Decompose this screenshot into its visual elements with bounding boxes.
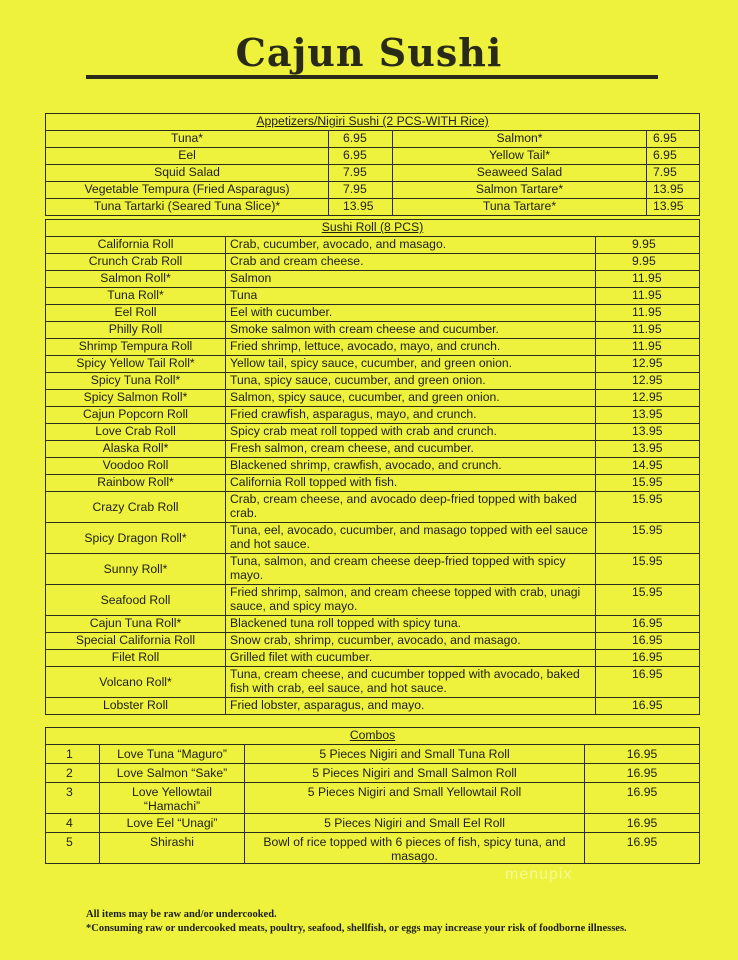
roll-description: Fresh salmon, cream cheese, and cucumber. <box>226 441 596 458</box>
sushi-roll-row <box>46 523 700 554</box>
sushi-roll-row <box>46 305 700 322</box>
roll-price: 13.95 <box>596 441 700 458</box>
roll-description: Salmon, spicy sauce, cucumber, and green onion. <box>226 390 596 407</box>
sushi-roll-row <box>46 458 700 475</box>
roll-price: 15.95 <box>596 492 700 523</box>
roll-price: 11.95 <box>596 305 700 322</box>
roll-description: Smoke salmon with cream cheese and cucumber. <box>226 322 596 339</box>
appetizer-row <box>46 148 700 165</box>
sushi-roll-row <box>46 339 700 356</box>
roll-price: 15.95 <box>596 554 700 585</box>
roll-name: Crazy Crab Roll <box>46 492 226 523</box>
menu-title: Cajun Sushi <box>235 30 503 75</box>
appetizers-header: Appetizers/Nigiri Sushi (2 PCS-WITH Rice) <box>46 114 700 131</box>
roll-price: 9.95 <box>596 237 700 254</box>
item-name: Tuna Tartare* <box>393 199 647 216</box>
combo-row <box>46 783 700 814</box>
combo-row <box>46 814 700 833</box>
combo-row <box>46 833 700 864</box>
sushi-roll-row <box>46 254 700 271</box>
roll-name: Volcano Roll* <box>46 667 226 698</box>
roll-name: Shrimp Tempura Roll <box>46 339 226 356</box>
roll-name: Spicy Salmon Roll* <box>46 390 226 407</box>
combo-name: Love Yellowtail “Hamachi” <box>100 783 245 814</box>
roll-price: 13.95 <box>596 424 700 441</box>
combo-row <box>46 745 700 764</box>
combo-number: 3 <box>46 783 100 814</box>
sushi-roll-row <box>46 475 700 492</box>
roll-name: Cajun Popcorn Roll <box>46 407 226 424</box>
sushi-roll-row <box>46 554 700 585</box>
combos-header: Combos <box>46 728 700 745</box>
item-price: 6.95 <box>647 148 700 165</box>
combos-table <box>45 727 700 864</box>
roll-name: Special California Roll <box>46 633 226 650</box>
item-price: 7.95 <box>647 165 700 182</box>
sushi-roll-row <box>46 492 700 523</box>
item-name: Salmon Tartare* <box>393 182 647 199</box>
roll-name: California Roll <box>46 237 226 254</box>
roll-name: Spicy Tuna Roll* <box>46 373 226 390</box>
roll-description: Crab and cream cheese. <box>226 254 596 271</box>
roll-price: 16.95 <box>596 650 700 667</box>
roll-description: Fried shrimp, salmon, and cream cheese topped with crab, unagi sauce, and spicy mayo. <box>226 585 596 616</box>
roll-description: Yellow tail, spicy sauce, cucumber, and green onion. <box>226 356 596 373</box>
watermark: menupix <box>505 866 573 883</box>
item-name: Seaweed Salad <box>393 165 647 182</box>
sushi-roll-row <box>46 667 700 698</box>
roll-price: 15.95 <box>596 475 700 492</box>
combo-description: 5 Pieces Nigiri and Small Tuna Roll <box>245 745 585 764</box>
roll-name: Voodoo Roll <box>46 458 226 475</box>
sushi-roll-header: Sushi Roll (8 PCS) <box>46 220 700 237</box>
sushi-roll-row <box>46 356 700 373</box>
item-name: Tuna* <box>46 131 329 148</box>
roll-price: 13.95 <box>596 407 700 424</box>
title-underline <box>86 75 658 79</box>
roll-price: 16.95 <box>596 616 700 633</box>
combo-number: 1 <box>46 745 100 764</box>
roll-description: Tuna, salmon, and cream cheese deep-fried topped with spicy mayo. <box>226 554 596 585</box>
roll-price: 11.95 <box>596 271 700 288</box>
item-price: 6.95 <box>647 131 700 148</box>
roll-price: 16.95 <box>596 698 700 715</box>
sushi-roll-row <box>46 585 700 616</box>
roll-description: Blackened shrimp, crawfish, avocado, and crunch. <box>226 458 596 475</box>
appetizer-row <box>46 131 700 148</box>
item-price: 7.95 <box>329 182 393 199</box>
combo-number: 4 <box>46 814 100 833</box>
roll-description: Tuna, spicy sauce, cucumber, and green onion. <box>226 373 596 390</box>
combo-number: 2 <box>46 764 100 783</box>
combo-name: Love Salmon “Sake” <box>100 764 245 783</box>
roll-name: Eel Roll <box>46 305 226 322</box>
roll-name: Love Crab Roll <box>46 424 226 441</box>
roll-description: Blackened tuna roll topped with spicy tuna. <box>226 616 596 633</box>
combo-price: 16.95 <box>585 814 700 833</box>
roll-price: 16.95 <box>596 667 700 698</box>
item-name: Vegetable Tempura (Fried Asparagus) <box>46 182 329 199</box>
roll-price: 15.95 <box>596 523 700 554</box>
roll-name: Spicy Yellow Tail Roll* <box>46 356 226 373</box>
combo-name: Love Tuna “Maguro” <box>100 745 245 764</box>
roll-description: Spicy crab meat roll topped with crab and crunch. <box>226 424 596 441</box>
item-name: Tuna Tartarki (Seared Tuna Slice)* <box>46 199 329 216</box>
roll-description: Fried lobster, asparagus, and mayo. <box>226 698 596 715</box>
appetizers-table <box>45 113 700 216</box>
item-name: Eel <box>46 148 329 165</box>
roll-name: Seafood Roll <box>46 585 226 616</box>
sushi-roll-row <box>46 441 700 458</box>
roll-name: Crunch Crab Roll <box>46 254 226 271</box>
roll-name: Rainbow Roll* <box>46 475 226 492</box>
roll-description: Grilled filet with cucumber. <box>226 650 596 667</box>
sushi-roll-row <box>46 407 700 424</box>
sushi-roll-row <box>46 373 700 390</box>
combo-description: 5 Pieces Nigiri and Small Yellowtail Roll <box>245 783 585 814</box>
sushi-roll-row <box>46 650 700 667</box>
roll-price: 16.95 <box>596 633 700 650</box>
sushi-roll-row <box>46 424 700 441</box>
roll-price: 12.95 <box>596 356 700 373</box>
combo-description: 5 Pieces Nigiri and Small Salmon Roll <box>245 764 585 783</box>
roll-description: Crab, cream cheese, and avocado deep-fried topped with baked crab. <box>226 492 596 523</box>
combo-name: Love Eel “Unagi” <box>100 814 245 833</box>
roll-price: 11.95 <box>596 322 700 339</box>
sushi-roll-row <box>46 390 700 407</box>
sushi-roll-row <box>46 616 700 633</box>
combo-price: 16.95 <box>585 783 700 814</box>
roll-price: 11.95 <box>596 339 700 356</box>
roll-description: Salmon <box>226 271 596 288</box>
appetizer-row <box>46 165 700 182</box>
roll-name: Philly Roll <box>46 322 226 339</box>
roll-description: Tuna <box>226 288 596 305</box>
roll-description: Eel with cucumber. <box>226 305 596 322</box>
sushi-roll-row <box>46 237 700 254</box>
item-price: 13.95 <box>647 182 700 199</box>
roll-description: Tuna, cream cheese, and cucumber topped with avocado, baked fish with crab, eel sauce, and hot sauce. <box>226 667 596 698</box>
item-price: 7.95 <box>329 165 393 182</box>
item-price: 6.95 <box>329 148 393 165</box>
footer-notice <box>86 908 646 936</box>
sushi-roll-row <box>46 322 700 339</box>
roll-price: 12.95 <box>596 390 700 407</box>
sushi-roll-row <box>46 698 700 715</box>
combo-name: Shirashi <box>100 833 245 864</box>
roll-description: Crab, cucumber, avocado, and masago. <box>226 237 596 254</box>
roll-price: 12.95 <box>596 373 700 390</box>
roll-name: Lobster Roll <box>46 698 226 715</box>
roll-description: Fried crawfish, asparagus, mayo, and crunch. <box>226 407 596 424</box>
roll-description: California Roll topped with fish. <box>226 475 596 492</box>
combo-price: 16.95 <box>585 764 700 783</box>
combo-row <box>46 764 700 783</box>
item-name: Salmon* <box>393 131 647 148</box>
roll-description: Fried shrimp, lettuce, avocado, mayo, and crunch. <box>226 339 596 356</box>
appetizer-row <box>46 199 700 216</box>
roll-name: Cajun Tuna Roll* <box>46 616 226 633</box>
combo-description: Bowl of rice topped with 6 pieces of fish, spicy tuna, and masago. <box>245 833 585 864</box>
appetizer-row <box>46 182 700 199</box>
sushi-roll-row <box>46 633 700 650</box>
item-name: Yellow Tail* <box>393 148 647 165</box>
item-price: 13.95 <box>329 199 393 216</box>
combo-description: 5 Pieces Nigiri and Small Eel Roll <box>245 814 585 833</box>
footer-line-2: *Consuming raw or undercooked meats, poultry, seafood, shellfish, or eggs may increase your risk of foodborne illnesses. <box>86 923 627 934</box>
roll-price: 15.95 <box>596 585 700 616</box>
roll-name: Sunny Roll* <box>46 554 226 585</box>
combo-number: 5 <box>46 833 100 864</box>
item-name: Squid Salad <box>46 165 329 182</box>
roll-description: Tuna, eel, avocado, cucumber, and masago topped with eel sauce and hot sauce. <box>226 523 596 554</box>
sushi-roll-row <box>46 288 700 305</box>
item-price: 13.95 <box>647 199 700 216</box>
combo-price: 16.95 <box>585 745 700 764</box>
footer-line-1: All items may be raw and/or undercooked. <box>86 909 277 920</box>
item-price: 6.95 <box>329 131 393 148</box>
roll-name: Spicy Dragon Roll* <box>46 523 226 554</box>
sushi-roll-row <box>46 271 700 288</box>
roll-name: Salmon Roll* <box>46 271 226 288</box>
sushi-roll-table <box>45 219 700 715</box>
roll-price: 11.95 <box>596 288 700 305</box>
combo-price: 16.95 <box>585 833 700 864</box>
roll-description: Snow crab, shrimp, cucumber, avocado, and masago. <box>226 633 596 650</box>
roll-price: 14.95 <box>596 458 700 475</box>
roll-name: Tuna Roll* <box>46 288 226 305</box>
roll-price: 9.95 <box>596 254 700 271</box>
roll-name: Alaska Roll* <box>46 441 226 458</box>
roll-name: Filet Roll <box>46 650 226 667</box>
